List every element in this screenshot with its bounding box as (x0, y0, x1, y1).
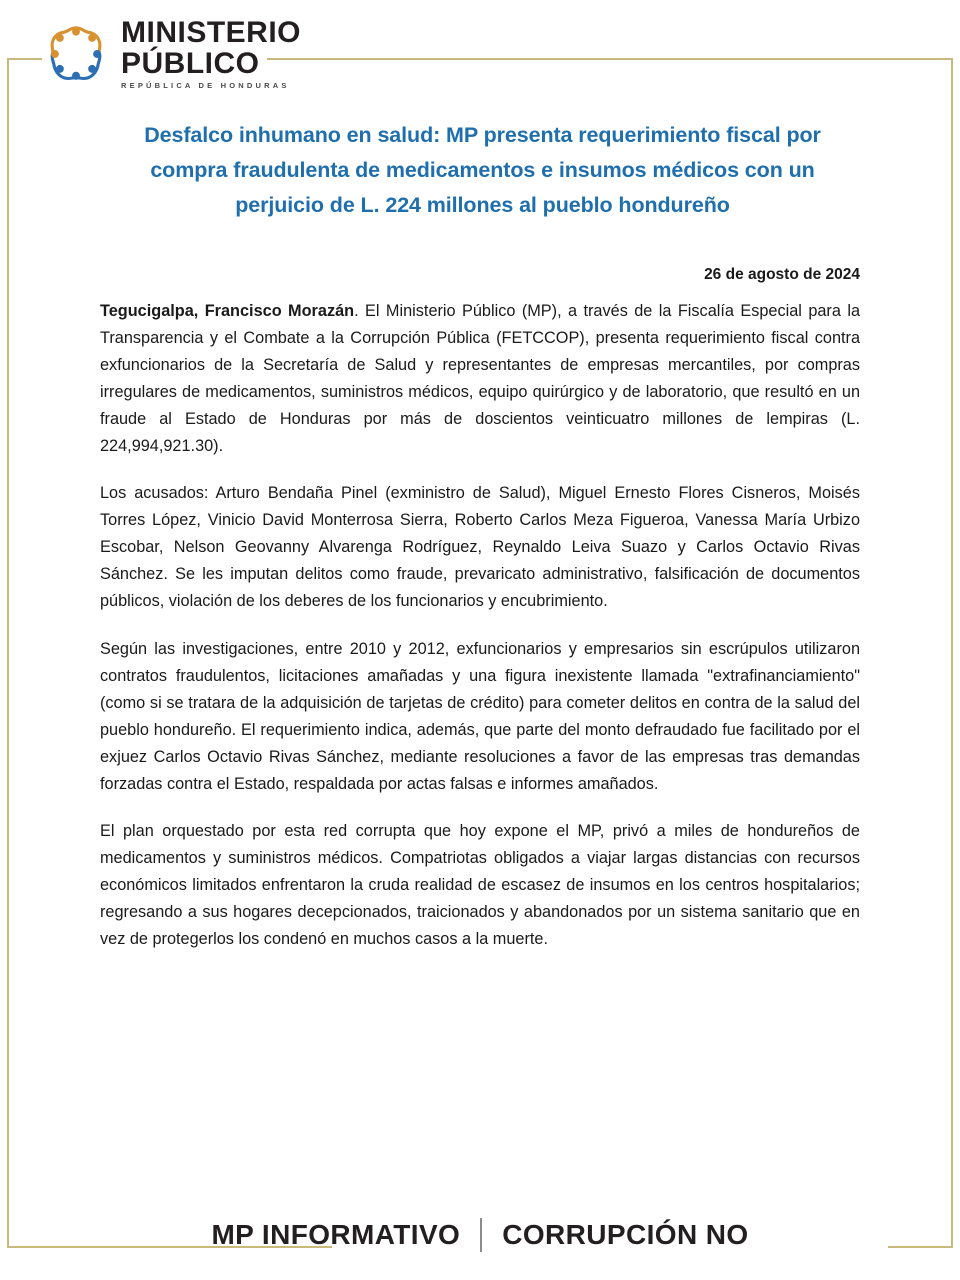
footer-label-mp-informativo: MP INFORMATIVO (211, 1219, 461, 1250)
frame-border-right (951, 58, 953, 1248)
footer-label-corrupcion-no: CORRUPCIÓN NO (502, 1219, 749, 1250)
footer-divider (480, 1218, 482, 1252)
footer-banner (0, 1218, 960, 1252)
logo-header (45, 18, 301, 90)
ministerio-publico-logo-icon (45, 23, 107, 85)
paragraph-4: El plan orquestado por esta red corrupta que hoy expone el MP, privó a miles de hondureños de medicamentos y suministros médicos. Compatriotas obligados a viajar largas distancias con recursos económicos limitados enfrentaron la cruda realidad de escasez de insumos en los centros hospitalarios; regresando a sus hogares decepcionados, traicionados y abandonados por un sistema sanitario que en vez de protegerlos los condenó en muchos casos a la muerte. (100, 821, 860, 948)
logo-line-ministerio: MINISTERIO (121, 16, 302, 49)
article-body (100, 298, 860, 953)
paragraph-1 (100, 298, 860, 460)
paragraph-3: Según las investigaciones, entre 2010 y 2012, exfuncionarios y empresarios sin escrúpulos utilizaron contratos fraudulentos, licitaciones amañadas y una figura inexistente llamada "extrafinanciamiento" (como si se tratara de la adquisición de tarjetas de crédito) para cometer delitos en contra de la salud del pueblo hondureño. El requerimiento indica, además, que parte del monto defraudado fue facilitado por el exjuez Carlos Octavio Rivas Sánchez, mediante resoluciones a favor de las empresas tras demandas forzadas contra el Estado, respaldada por actas falsas e informes amañados. (100, 639, 860, 793)
logo-line-publico: PÚBLICO (121, 46, 260, 80)
dateline: Tegucigalpa, Francisco Morazán (100, 302, 355, 320)
frame-border-top-left (7, 58, 42, 60)
frame-border-left (7, 58, 9, 1248)
publication-date: 26 de agosto de 2024 (704, 266, 860, 283)
paragraph-1-text: . El Ministerio Público (MP), a través de la Fiscalía Especial para la Transparencia y el Combate a la Corrupción Pública (FETCCOP), presenta requerimiento fiscal contra exfuncionarios de la Secretaría de Salud y representantes de empresas mercantiles, por compras irregulares de medicamentos, suministros médicos, equipo quirúrgico y de laboratorio, que resultó en un fraude al Estado de Honduras por más de doscientos veinticuatro millones de lempiras (L. 224,994,921.30). (100, 302, 860, 456)
logo-wordmark (121, 18, 301, 90)
paragraph-2: Los acusados: Arturo Bendaña Pinel (exministro de Salud), Miguel Ernesto Flores Cisneros, Moisés Torres López, Vinicio David Monterrosa Sierra, Roberto Carlos Meza Figueroa, Vanessa María Urbizo Escobar, Nelson Geovanny Alvarenga Rodríguez, Reynaldo Leiva Suazo y Carlos Octavio Rivas Sánchez. Se les imputan delitos como fraude, prevaricato administrativo, falsificación de documentos públicos, violación de los deberes de los funcionarios y encubrimiento. (100, 484, 860, 611)
logo-subtitle-republica: REPÚBLICA DE HONDURAS (121, 81, 290, 91)
page-title: Desfalco inhumano en salud: MP presenta requerimiento fiscal por compra fraudulenta de medicamentos e insumos médicos con un perjuicio de L. 224 millones al pueblo hondureño (144, 123, 821, 217)
frame-border-top-right (267, 58, 953, 60)
